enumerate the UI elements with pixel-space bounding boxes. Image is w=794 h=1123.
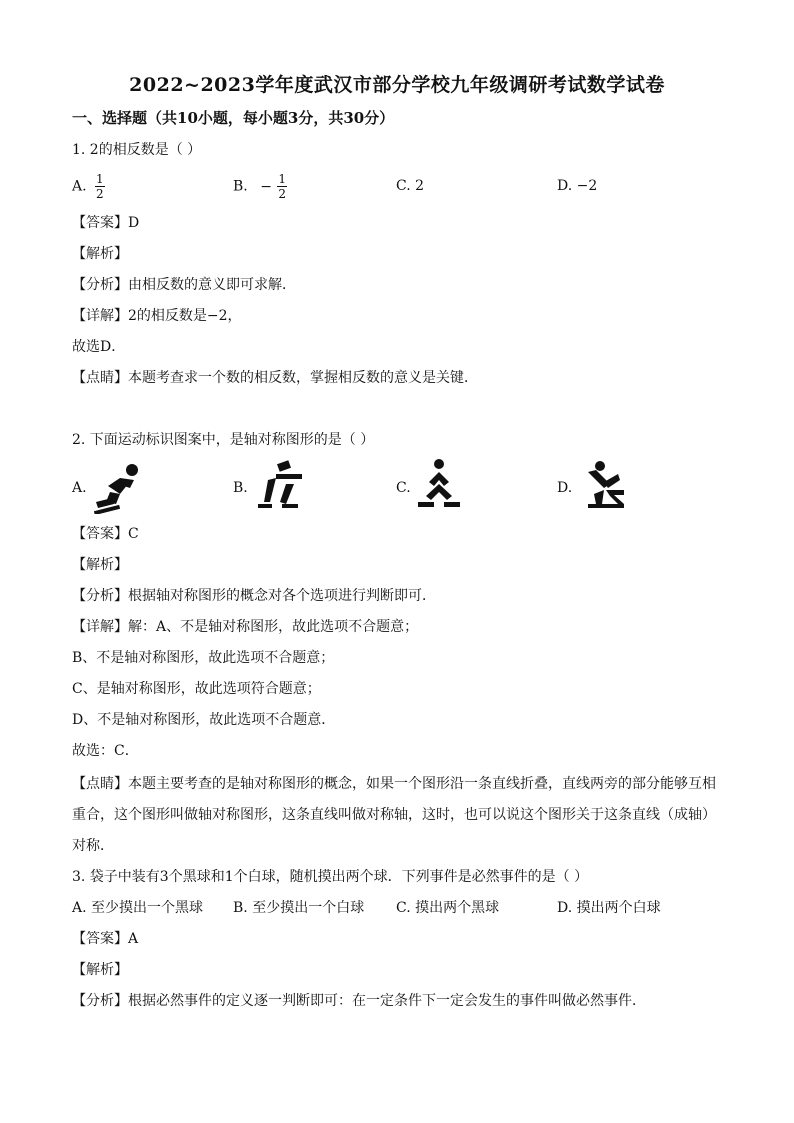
q2-detail-b: B、不是轴对称图形，故此选项不合题意； (72, 650, 335, 666)
q1-answer: 【答案】D (72, 215, 140, 231)
q1-option-b-sign: − (260, 178, 272, 195)
q1-option-a-fraction (95, 172, 105, 201)
q2-analysis: 【分析】根据轴对称图形的概念对各个选项进行判断即可． (72, 588, 436, 604)
skier-icon (414, 458, 464, 514)
q1-analysis: 【分析】由相反数的意义即可求解． (72, 277, 296, 293)
q1-option-a-numerator: 1 (96, 172, 104, 186)
q3-answer: 【答案】A (72, 931, 139, 947)
q2-jiexi: 【解析】 (72, 557, 128, 573)
q1-jiexi: 【解析】 (72, 246, 128, 262)
q1-option-b-fraction (277, 172, 287, 201)
q3-analysis: 【分析】根据必然事件的定义逐一判断即可：在一定条件下一定会发生的事件叫做必然事件． (72, 993, 646, 1009)
q1-stem: 1. 2的相反数是（ ） (72, 142, 202, 158)
q2-detail-d: D、不是轴对称图形，故此选项不合题意． (72, 712, 336, 728)
q2-option-a-label: A. (72, 480, 87, 496)
q1-option-a-denominator: 2 (96, 187, 104, 201)
hurdler-icon (254, 460, 308, 514)
q1-choice: 故选D． (72, 339, 126, 355)
q3-option-b: B. 至少摸出一个白球 (233, 900, 365, 916)
q3-option-d: D. 摸出两个白球 (557, 900, 661, 916)
q1-detail: 【详解】2的相反数是−2， (72, 308, 242, 324)
q1-option-b (233, 172, 287, 201)
runner-icon (580, 460, 630, 512)
q1-option-c: C. 2 (396, 178, 425, 194)
q3-stem: 3. 袋子中装有3个黑球和1个白球，随机摸出两个球．下列事件是必然事件的是（ ） (72, 869, 589, 885)
q3-option-a: A. 至少摸出一个黑球 (72, 900, 204, 916)
q2-option-b-label: B. (233, 480, 248, 496)
section-heading: 一、选择题（共10小题，每小题3分，共30分） (72, 109, 395, 127)
q1-comment: 【点睛】本题考查求一个数的相反数，掌握相反数的意义是关键． (72, 370, 478, 386)
q1-option-b-numerator: 1 (278, 172, 287, 186)
page-title: 2022~2023学年度武汉市部分学校九年级调研考试数学试卷 (129, 74, 665, 96)
q3-option-c: C. 摸出两个黑球 (396, 900, 500, 916)
q2-choice: 故选：C． (72, 743, 139, 759)
q1-option-a (72, 172, 105, 201)
q2-detail-c: C、是轴对称图形，故此选项符合题意； (72, 681, 321, 697)
q2-option-c-label: C. (396, 480, 411, 496)
q2-comment-1: 【点睛】本题主要考查的是轴对称图形的概念，如果一个图形沿一条直线折叠，直线两旁的部分能够互相 (72, 776, 716, 792)
q2-comment-2: 重合，这个图形叫做轴对称图形，这条直线叫做对称轴，这时，也可以说这个图形关于这条直线（成轴） (72, 807, 716, 823)
q2-comment-3: 对称． (72, 838, 114, 854)
q1-option-b-denominator: 2 (278, 187, 287, 201)
q2-stem: 2. 下面运动标识图案中，是轴对称图形的是（ ） (72, 432, 375, 448)
q1-option-a-label: A. (72, 178, 87, 195)
q2-answer: 【答案】C (72, 526, 139, 542)
skater-icon (90, 462, 142, 514)
q3-jiexi: 【解析】 (72, 962, 128, 978)
q2-detail: 【详解】解：A、不是轴对称图形，故此选项不合题意； (72, 619, 419, 635)
q2-option-d-label: D. (557, 480, 573, 496)
q1-option-b-label: B. (233, 178, 248, 195)
q1-option-d: D. −2 (557, 178, 598, 194)
